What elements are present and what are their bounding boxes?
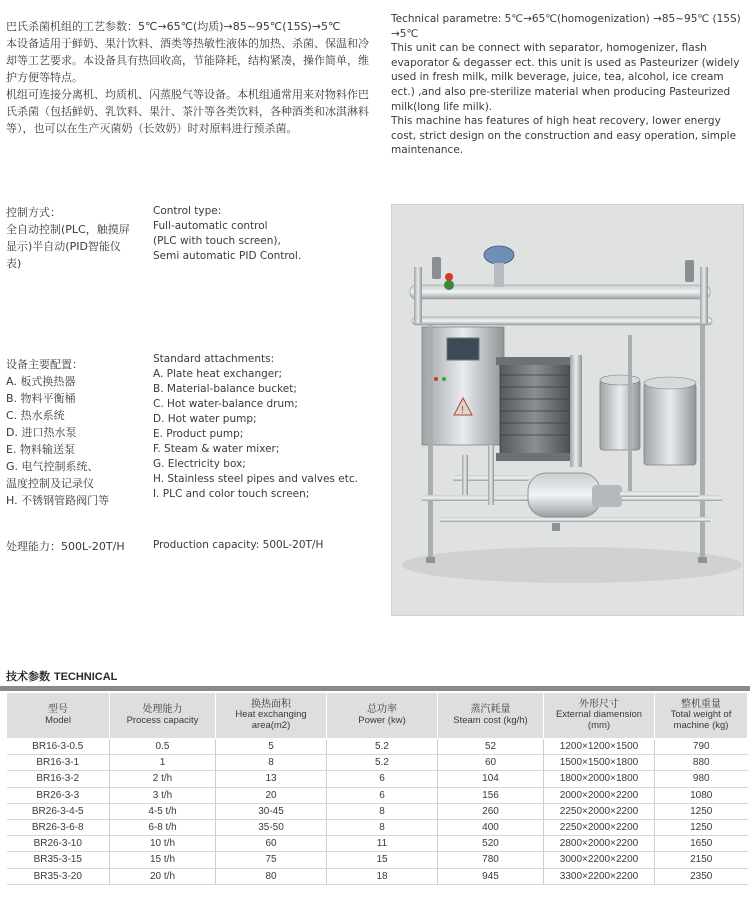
intro-english: Technical parametre: 5℃→65℃(homogenization) →85~95℃ (15S) →5℃ This unit can be connect with separator, homogenizer, flash evaporator & degasser ect. this unit is used as Pasteurizer (widely used in fresh milk, milk beverage, juice, tea, alcohol, ice cream ect.) ,and also pre-sterilize material when producing Pasteurized milk(long life milk). This machine has features of high heat recovery, lower energy cost, strict design on the construction and easy operation, simple maintenance. — [391, 13, 741, 157]
capacity-english: Production capacity: 500L-20T/H — [153, 539, 324, 551]
table-cell: 1 — [110, 755, 216, 771]
header-steam-cost: 蒸汽耗量 Steam cost (kg/h) — [438, 693, 544, 739]
table-row — [7, 836, 748, 852]
table-cell: BR26-3-6-8 — [7, 819, 110, 835]
capacity-chinese: 处理能力：500L-20T/H — [6, 540, 125, 553]
table-cell: 8 — [327, 803, 438, 819]
table-row — [7, 755, 748, 771]
table-cell: 6 — [327, 771, 438, 787]
table-cell: 2350 — [655, 868, 748, 884]
header-dimension: 外形尺寸 External diamension (mm) — [544, 693, 655, 739]
table-header-row — [7, 693, 748, 739]
table-cell: 15 t/h — [110, 852, 216, 868]
table-row — [7, 868, 748, 884]
control-type-english: Control type: Full-automatic control (PLC with touch screen), Semi automatic PID Control. — [153, 205, 302, 262]
table-cell: 35-50 — [216, 819, 327, 835]
technical-section-title — [6, 668, 117, 684]
table-cell: 4-5 t/h — [110, 803, 216, 819]
table-cell: 6-8 t/h — [110, 819, 216, 835]
table-cell: 780 — [438, 852, 544, 868]
table-row — [7, 787, 748, 803]
table-cell: 6 — [327, 787, 438, 803]
table-cell: BR16-3-0.5 — [7, 739, 110, 755]
table-cell: 1500×1500×1800 — [544, 755, 655, 771]
table-cell: 11 — [327, 836, 438, 852]
table-cell: 10 t/h — [110, 836, 216, 852]
header-weight: 整机重量 Total weight of machine (kg) — [655, 693, 748, 739]
technical-title-en: TECHNICAL — [53, 671, 118, 683]
section-divider — [0, 686, 750, 691]
table-cell: BR16-3-1 — [7, 755, 110, 771]
intro-chinese: 巴氏杀菌机组的工艺参数：5℃→65℃(均质)→85~95℃(15S)→5℃ 本设备适用于鲜奶、果汁饮料、酒类等热敏性液体的加热、杀菌、保温和冷却等工艺要求。本设备具有热回收高，节能降耗，结构紧凑，操作简单，维护方便等特点。 机组可连接分离机、均质机、闪蒸脱气等设备。本机组通常用来对物料作巴氏杀菌（包括鲜奶、乳饮料、果汁、茶汁等各类饮料，各种酒类和冰淇淋料等），也可以在生产灭菌奶（长效奶）时对原料进行预杀菌。 — [6, 20, 369, 135]
table-cell: 2800×2000×2200 — [544, 836, 655, 852]
svg-text:!: ! — [461, 405, 464, 416]
table-cell: 1250 — [655, 803, 748, 819]
table-cell: 2 t/h — [110, 771, 216, 787]
table-row — [7, 771, 748, 787]
header-power: 总功率 Power (kw) — [327, 693, 438, 739]
table-cell: 520 — [438, 836, 544, 852]
table-cell: BR35-3-15 — [7, 852, 110, 868]
table-cell: 5 — [216, 739, 327, 755]
table-cell: 1650 — [655, 836, 748, 852]
technical-spec-table — [6, 692, 748, 885]
table-cell: BR26-3-3 — [7, 787, 110, 803]
table-cell: 8 — [216, 755, 327, 771]
table-cell: 980 — [655, 771, 748, 787]
table-cell: BR26-3-4-5 — [7, 803, 110, 819]
technical-title-cn: 技术参数 — [6, 670, 50, 683]
table-body — [7, 739, 748, 885]
table-cell: 156 — [438, 787, 544, 803]
table-cell: 2250×2000×2200 — [544, 819, 655, 835]
attachments-english: Standard attachments: A. Plate heat exchanger; B. Material-balance bucket; C. Hot water-balance drum; D. Hot water pump; E. Product pump; F. Steam & water mixer; G. Electricity box; H. Stainless steel pipes and valves etc. I. PLC and color touch screen; — [153, 353, 358, 500]
table-row — [7, 739, 748, 755]
table-cell: 8 — [327, 819, 438, 835]
table-cell: 5.2 — [327, 755, 438, 771]
control-type-chinese: 控制方式： 全自动控制(PLC，触摸屏显示)半自动(PID智能仪表) — [6, 206, 130, 270]
table-cell: 13 — [216, 771, 327, 787]
header-heat-area: 换热面积 Heat exchanging area(m2) — [216, 693, 327, 739]
table-cell: 790 — [655, 739, 748, 755]
table-cell: 1800×2000×1800 — [544, 771, 655, 787]
table-cell: 15 — [327, 852, 438, 868]
table-cell: 0.5 — [110, 739, 216, 755]
table-cell: 18 — [327, 868, 438, 884]
table-cell: 2250×2000×2200 — [544, 803, 655, 819]
table-cell: 3300×2200×2200 — [544, 868, 655, 884]
table-cell: 60 — [438, 755, 544, 771]
table-cell: 5.2 — [327, 739, 438, 755]
table-cell: 3 t/h — [110, 787, 216, 803]
table-cell: 20 — [216, 787, 327, 803]
table-cell: 945 — [438, 868, 544, 884]
table-cell: 880 — [655, 755, 748, 771]
table-cell: 52 — [438, 739, 544, 755]
table-cell: 260 — [438, 803, 544, 819]
table-row — [7, 852, 748, 868]
pasteurizer-machine-photo — [391, 204, 744, 616]
table-cell: BR16-3-2 — [7, 771, 110, 787]
table-cell: 30-45 — [216, 803, 327, 819]
table-row — [7, 819, 748, 835]
table-cell: 2150 — [655, 852, 748, 868]
table-cell: 75 — [216, 852, 327, 868]
table-row — [7, 803, 748, 819]
header-capacity: 处理能力 Process capacity — [110, 693, 216, 739]
table-cell: BR35-3-20 — [7, 868, 110, 884]
table-cell: 2000×2000×2200 — [544, 787, 655, 803]
table-cell: 104 — [438, 771, 544, 787]
table-cell: 80 — [216, 868, 327, 884]
table-cell: 3000×2200×2200 — [544, 852, 655, 868]
table-cell: 1080 — [655, 787, 748, 803]
table-cell: 20 t/h — [110, 868, 216, 884]
table-cell: 1200×1200×1500 — [544, 739, 655, 755]
table-cell: 400 — [438, 819, 544, 835]
table-cell: BR26-3-10 — [7, 836, 110, 852]
attachments-chinese: 设备主要配置： A. 板式换热器 B. 物料平衡桶 C. 热水系统 D. 进口热水泵 E. 物料输送泵 G. 电气控制系统、 温度控制及记录仪 H. 不锈钢管路阀门等 — [6, 358, 110, 507]
table-cell: 1250 — [655, 819, 748, 835]
table-cell: 60 — [216, 836, 327, 852]
header-model: 型号 Model — [7, 693, 110, 739]
